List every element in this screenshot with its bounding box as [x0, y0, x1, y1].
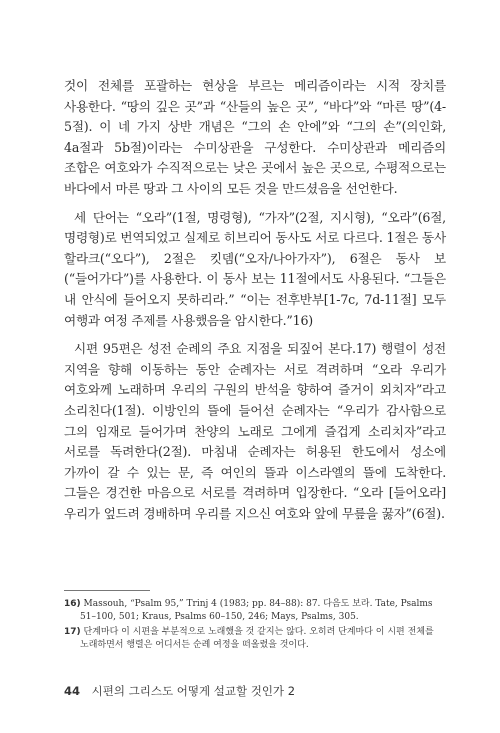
- footnote-divider: [64, 590, 150, 591]
- paragraph-2: 세 단어는 “오라”(1절, 명령형), “가자”(2절, 지시형), “오라”(6절, 명령형)로 번역되었고 실제로 히브리어 동사도 서로 다르다. 1절은 동사 할라크(“오다”), 2절은 킷뎀(“오자/나아가자”), 6절은 동사 보(“들어가다”)를 사용한다. 이 동사 보는 11절에서도 사용된다. “그들은 내 안식에 들어오지 못하리라.” “이는 전후반부[1-7c, 7d-11절] 모두 여행과 여정 주제를 사용했음을 암시한다.”16): [64, 209, 446, 328]
- footnote-text: Massouh, “Psalm 95,” Trinj 4 (1983; pp. 84–88): 87. 다음도 보라. Tate, Psalms 51–100, 501; Kraus, Psalms 60–150, 246; Mays, Psalms, 305.: [80, 599, 433, 622]
- paragraph-1: 것이 전체를 포괄하는 현상을 부르는 메리즘이라는 시적 장치를 사용한다. “땅의 깊은 곳”과 “산들의 높은 곳”, “바다”와 “마른 땅”(4-5절). 이 네 가지 상반 개념은 “그의 손 안에”와 “그의 손”(의인화, 4a절과 5b절)이라는 수미상관을 구성한다. 수미상관과 메리즘의 조합은 여호와가 수직적으로는 낮은 곳에서 높은 곳으로, 수평적으로는 바다에서 마른 땅과 그 사이의 모든 것을 만드셨음을 선언한다.: [64, 78, 446, 196]
- footnote-17: [64, 626, 444, 652]
- footnote-number: 17): [64, 627, 81, 637]
- footnote-text: 단계마다 이 시편을 부분적으로 노래했을 것 같지는 않다. 오히려 단계마다 이 시편 전체를 노래하면서 행렬은 어디서든 순례 여정을 떠올렸을 것이다.: [80, 627, 434, 650]
- footnote-number: 16): [64, 599, 81, 609]
- footnotes: [64, 598, 444, 654]
- running-title: 시편의 그리스도 어떻게 설교할 것인가 2: [91, 684, 296, 698]
- running-footer: [64, 683, 295, 699]
- body-text: [64, 76, 446, 524]
- footnote-16: [64, 598, 444, 624]
- paragraph-3: 시편 95편은 성전 순례의 주요 지점을 되짚어 본다.17) 행렬이 성전 지역을 향해 이동하는 동안 순례자는 서로 격려하며 “오라 우리가 여호와께 노래하며 우리의 구원의 반석을 향하여 즐거이 외치자”라고 소리친다(1절). 이방인의 뜰에 들어선 순례자는 “우리가 감사함으로 그의 임재로 들어가며 찬양의 노래로 그에게 즐겁게 소리치자”라고 서로를 독려한다(2절). 마침내 순례자는 허용된 한도에서 성소에 가까이 갈 수 있는 문, 즉 여인의 뜰과 이스라엘의 뜰에 도착한다. 그들은 경건한 마음으로 서로를 격려하며 입장한다. “오라 [들어오라] 우리가 엎드려 경배하며 우리를 지으신 여호와 앞에 무릎을 꿇자”(6절).: [64, 341, 446, 521]
- page-number: 44: [64, 684, 81, 698]
